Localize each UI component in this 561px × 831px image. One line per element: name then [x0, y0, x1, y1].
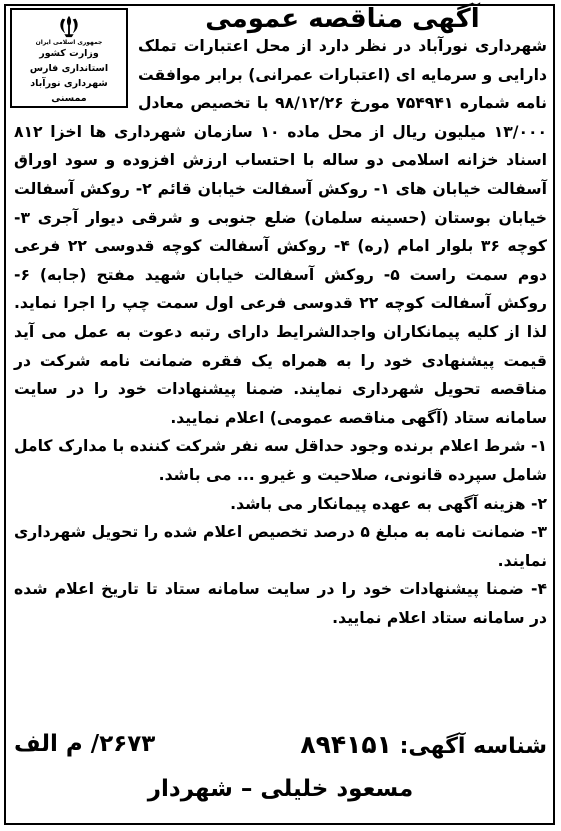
org-municipality: شهرداری نورآباد ممسنی	[30, 78, 108, 104]
notice-title: آگهی مناقصه عمومی	[205, 4, 480, 34]
notice-footer	[14, 726, 547, 802]
org-province: استانداری فارس	[29, 63, 109, 74]
condition-item: ۱- شرط اعلام برنده وجود حداقل سه نفر شرکت کننده با مدارک کامل شامل سپرده قانونی، صلاحیت و غیرو ... می باشد.	[14, 437, 547, 484]
intro-paragraph: شهرداری نورآباد در نظر دارد از محل اعتبارات تملک دارایی و سرمایه ای (اعتبارات عمرانی) برابر موافقت نامه شماره ۷۵۴۹۴۱ مورخ ۹۸/۱۲/۲۶ با تخصیص معادل ۱۳/۰۰۰ میلیون ریال از محل ماده ۱۰ سازمان شهرداری ها اخزا ۸۱۲ اسناد خزانه اسلامی دو ساله با احتساب ارزش افزوده و سود اوراق آسفالت خیابان های ۱- روکش آسفالت خیابان قائم ۲- روکش آسفالت خیابان بوستان (حسینه سلمان) ضلع جنوبی و شرقی دیوار آجری ۳- کوچه ۳۶ بلوار امام (ره) ۴- روکش آسفالت کوچه قدوسی ۲۲ فرعی دوم سمت راست ۵- روکش آسفالت خیابان شهید مفتح (جابه) ۶- روکش آسفالت کوچه ۲۲ قدوسی فرعی اول سمت چپ را اجرا نماید. لذا از کلیه پیمانکاران واجدالشرایط دارای رتبه دعوت به عمل می آید قیمت پیشنهادی خود را به همراه یک فقره ضمانت نامه شرکت در مناقصه تحویل شهرداری نمایند. ضمنا پیشنهادات خود را در سایت سامانه ستاد (آگهی مناقصه عمومی) اعلام نمایید.	[14, 37, 548, 427]
signer-name: مسعود خلیلی – شهردار	[147, 776, 414, 802]
emblem-spacer	[14, 32, 138, 116]
publication-code: ۲۶۷۳/ م الف	[14, 731, 156, 757]
condition-item: ۳- ضمانت نامه به مبلغ ۵ درصد تخصیص اعلام شده را تحویل شهرداری نمایند.	[14, 523, 547, 570]
org-ministry: وزارت کشور	[39, 48, 99, 59]
notice-id-value: ۸۹۴۱۵۱	[300, 729, 392, 759]
notice-id-label: شناسه آگهی:	[399, 733, 547, 759]
emblem-caption: جمهوری اسلامی ایران	[35, 39, 103, 46]
condition-item: ۴- ضمنا پیشنهادات خود را در سایت سامانه ستاد تا تاریخ اعلام شده در سامانه ستاد اعلام نمایید.	[14, 580, 547, 627]
condition-item: ۲- هزینه آگهی به عهده پیمانکار می باشد.	[230, 494, 547, 513]
notice-id	[300, 730, 547, 759]
notice-body	[14, 32, 547, 632]
